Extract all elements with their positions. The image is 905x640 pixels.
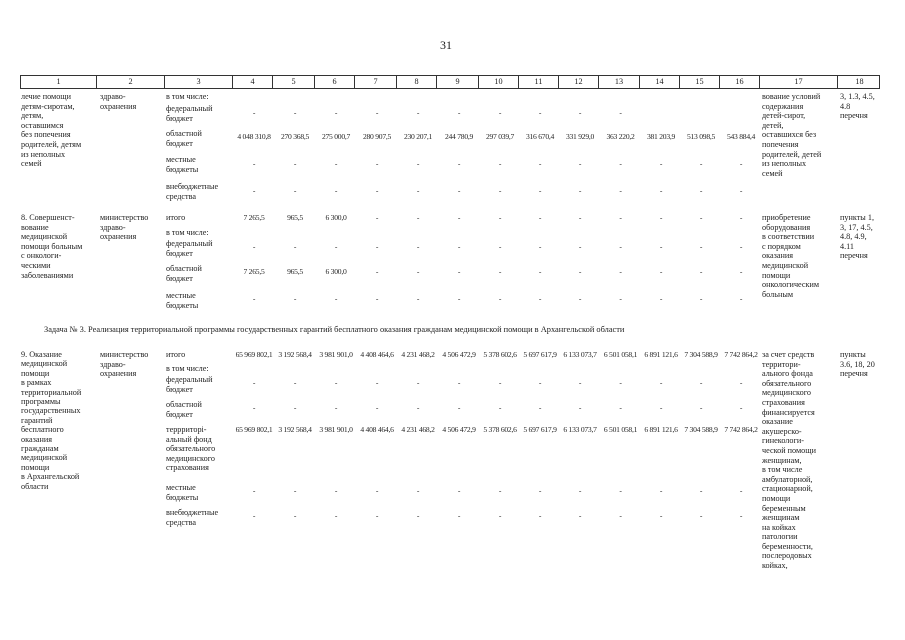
item8-source-4-val-5: - xyxy=(293,294,297,303)
item8-source-4-val-7: - xyxy=(375,294,379,303)
item9-source-4-val-9: 4 506 472,9 xyxy=(442,425,476,434)
item9-source-6-val-14: - xyxy=(659,511,663,520)
item8-source-4-val-12: - xyxy=(578,294,582,303)
item9-source-4-val-7: 4 408 464,6 xyxy=(360,425,394,434)
cont-source-3-val-14: - xyxy=(659,159,663,168)
cont-source-2-val-7: 280 907,5 xyxy=(362,132,392,141)
item9-source-6-val-16: - xyxy=(739,511,743,520)
item8-source-2-val-16: - xyxy=(739,242,743,251)
cont-source-2-val-8: 230 207,1 xyxy=(403,132,433,141)
item9-source-5: местные бюджеты xyxy=(166,483,199,502)
header-col-1: 1 xyxy=(21,76,97,88)
item8-source-2-val-5: - xyxy=(293,242,297,251)
item9-source-4-val-11: 5 697 617,9 xyxy=(523,425,557,434)
item8-source-4-val-14: - xyxy=(659,294,663,303)
item8-name: 8. Совершенст- вование медицинской помощи больным с онкологи- ческими заболеваниями xyxy=(21,213,83,280)
item8-source-0-val-10: - xyxy=(498,213,502,222)
item8-source-3: областной бюджет xyxy=(166,264,202,283)
item8-source-4-val-16: - xyxy=(739,294,743,303)
item9-source-3-val-6: - xyxy=(334,403,338,412)
item9-executor: министерство здраво- охранения xyxy=(100,350,149,379)
item8-source-2: федеральный бюджет xyxy=(166,239,213,258)
item9-source-4-val-8: 4 231 468,2 xyxy=(401,425,435,434)
cont-source-3-val-16: - xyxy=(739,159,743,168)
cont-source-1-val-4: - xyxy=(252,108,256,117)
item8-source-2-val-11: - xyxy=(538,242,542,251)
header-col-16: 16 xyxy=(720,76,760,88)
item8-source-3-val-14: - xyxy=(659,267,663,276)
item9-source-0-val-6: 3 981 901,0 xyxy=(319,350,353,359)
item8-source-4-val-11: - xyxy=(538,294,542,303)
cont-source-3-val-4: - xyxy=(252,159,256,168)
item8-source-0-val-11: - xyxy=(538,213,542,222)
header-col-2: 2 xyxy=(97,76,165,88)
item8-source-3-val-7: - xyxy=(375,267,379,276)
item8-source-4-val-13: - xyxy=(619,294,622,303)
item8-source-2-val-14: - xyxy=(659,242,663,251)
cont-source-2-val-12: 331 929,0 xyxy=(565,132,595,141)
cont-source-3-val-12: - xyxy=(578,159,582,168)
cont-source-4-val-16: - xyxy=(739,186,743,195)
item9-source-6-val-15: - xyxy=(699,511,703,520)
item8-source-3-val-10: - xyxy=(498,267,502,276)
item9-source-4-val-14: 6 891 121,6 xyxy=(644,425,678,434)
item9-source-2-val-7: - xyxy=(375,378,379,387)
item8-source-2-val-10: - xyxy=(498,242,502,251)
item9-source-2-val-4: - xyxy=(252,378,256,387)
item9-source-5-val-16: - xyxy=(739,486,743,495)
header-col-13: 13 xyxy=(599,76,640,88)
cont-source-2-val-15: 513 098,5 xyxy=(686,132,716,141)
cont-source-1: федеральный бюджет xyxy=(166,104,213,123)
item9-source-5-val-7: - xyxy=(375,486,379,495)
item9-source-5-val-12: - xyxy=(578,486,582,495)
item8-source-4-val-10: - xyxy=(498,294,502,303)
item8-source-0-val-16: - xyxy=(739,213,743,222)
item9-source-5-val-5: - xyxy=(293,486,297,495)
cont-source-3-val-6: - xyxy=(334,159,338,168)
item9-source-3-val-15: - xyxy=(699,403,703,412)
item8-source-3-val-9: - xyxy=(457,267,461,276)
item9-source-2-val-10: - xyxy=(498,378,502,387)
header-col-6: 6 xyxy=(315,76,355,88)
item8-source-0-val-6: 6 300,0 xyxy=(325,213,347,222)
item9-result: за счет средств территори- ального фонда обязательного медицинского страхования финансируется оказание акушерско- гинекологи- ческой помощи женщинам, в том числе амбулаторной, стационарной, помощи беременным женщинам на койках патологии беременности, послеродовых койках, xyxy=(762,350,816,571)
item9-source-0-val-15: 7 304 588,9 xyxy=(684,350,718,359)
cont-source-2: областной бюджет xyxy=(166,129,202,148)
item9-source-3-val-4: - xyxy=(252,403,256,412)
item9-source-6-val-13: - xyxy=(619,511,622,520)
item9-source-0-val-12: 6 133 073,7 xyxy=(563,350,597,359)
cont-source-3-val-8: - xyxy=(416,159,420,168)
item8-source-0-val-5: 965,5 xyxy=(287,213,303,222)
cont-source-1-val-13: - xyxy=(619,108,622,117)
item9-source-0-val-4: 65 969 802,1 xyxy=(235,350,273,359)
cont-source-0: в том числе: xyxy=(166,92,209,101)
cont-source-4-val-14: - xyxy=(659,186,663,195)
item9-source-3-val-13: - xyxy=(619,403,622,412)
item8-source-2-val-12: - xyxy=(578,242,582,251)
header-col-17: 17 xyxy=(760,76,838,88)
item8-source-2-val-6: - xyxy=(334,242,338,251)
item8-source-0-val-14: - xyxy=(659,213,663,222)
item9-source-0-val-16: 7 742 864,2 xyxy=(724,350,758,359)
cont-source-2-val-10: 297 039,7 xyxy=(485,132,515,141)
item9-source-4-val-6: 3 981 901,0 xyxy=(319,425,353,434)
item9-source-4-val-12: 6 133 073,7 xyxy=(563,425,597,434)
item8-source-3-val-5: 965,5 xyxy=(287,267,303,276)
item9-source-4-val-13: 6 501 058,1 xyxy=(603,425,638,434)
cont-source-4-val-6: - xyxy=(334,186,338,195)
cont-source-3-val-9: - xyxy=(457,159,461,168)
cont-source-1-val-12: - xyxy=(578,108,582,117)
item9-source-4-val-10: 5 378 602,6 xyxy=(483,425,517,434)
item8-source-4-val-6: - xyxy=(334,294,338,303)
cont-source-3-val-10: - xyxy=(498,159,502,168)
cont-source-3-val-11: - xyxy=(538,159,542,168)
item9-source-5-val-15: - xyxy=(699,486,703,495)
cont-source-3-val-5: - xyxy=(293,159,297,168)
item9-source-2-val-9: - xyxy=(457,378,461,387)
item9-source-3-val-10: - xyxy=(498,403,502,412)
item9-source-5-val-11: - xyxy=(538,486,542,495)
item9-source-6-val-5: - xyxy=(293,511,297,520)
item8-source-3-val-4: 7 265,5 xyxy=(243,267,265,276)
item9-source-2-val-13: - xyxy=(619,378,622,387)
header-col-10: 10 xyxy=(479,76,519,88)
item9-source-0-val-14: 6 891 121,6 xyxy=(644,350,678,359)
cont-source-4-val-7: - xyxy=(375,186,379,195)
cont-points: 3, 1.3, 4.5, 4.8 перечня xyxy=(840,92,875,121)
item9-source-2-val-5: - xyxy=(293,378,297,387)
item9-source-2-val-6: - xyxy=(334,378,338,387)
item9-source-2-val-12: - xyxy=(578,378,582,387)
item9-source-5-val-13: - xyxy=(619,486,622,495)
item8-source-3-val-12: - xyxy=(578,267,582,276)
header-col-18: 18 xyxy=(855,77,864,86)
item8-source-0-val-7: - xyxy=(375,213,379,222)
item9-source-5-val-10: - xyxy=(498,486,502,495)
page-number: 31 xyxy=(440,38,452,52)
item9-source-6-val-8: - xyxy=(416,511,420,520)
item9-source-6-val-10: - xyxy=(498,511,502,520)
header-col-4: 4 xyxy=(233,76,273,88)
item9-source-3-val-7: - xyxy=(375,403,379,412)
item9-source-0-val-8: 4 231 468,2 xyxy=(401,350,435,359)
cont-source-1-val-9: - xyxy=(457,108,461,117)
item8-source-2-val-4: - xyxy=(252,242,256,251)
item9-source-4: террриторi- альный фонд обязательного медицинского страхования xyxy=(166,425,216,473)
item9-source-5-val-14: - xyxy=(659,486,663,495)
item8-source-0-val-8: - xyxy=(416,213,420,222)
item9-source-6-val-12: - xyxy=(578,511,582,520)
item9-source-3-val-11: - xyxy=(538,403,542,412)
item8-source-2-val-7: - xyxy=(375,242,379,251)
cont-source-2-val-11: 316 670,4 xyxy=(525,132,555,141)
item9-source-6-val-9: - xyxy=(457,511,461,520)
item8-source-2-val-9: - xyxy=(457,242,461,251)
item9-source-3: областной бюджет xyxy=(166,400,202,419)
item8-source-4-val-8: - xyxy=(416,294,420,303)
item9-source-6-val-11: - xyxy=(538,511,542,520)
cont-source-2-val-4: 4 048 310,8 xyxy=(237,132,271,141)
cont-source-4-val-5: - xyxy=(293,186,297,195)
header-col-8: 8 xyxy=(397,76,437,88)
item8-result: приобретение оборудования в соответствии с порядком оказания медицинской помощи онкологическим больным xyxy=(762,213,820,299)
item8-source-2-val-15: - xyxy=(699,242,703,251)
cont-source-4-val-13: - xyxy=(619,186,622,195)
item9-source-0-val-10: 5 378 602,6 xyxy=(483,350,517,359)
cont-source-2-val-16: 543 884,4 xyxy=(726,132,756,141)
item8-source-4-val-4: - xyxy=(252,294,256,303)
cont-executor: здраво- охранения xyxy=(100,92,137,111)
item9-source-6-val-7: - xyxy=(375,511,379,520)
cont-source-3: местные бюджеты xyxy=(166,155,199,174)
item8-source-4-val-15: - xyxy=(699,294,703,303)
item8-source-0-val-4: 7 265,5 xyxy=(243,213,265,222)
cont-source-4-val-8: - xyxy=(416,186,420,195)
item9-name: 9. Оказание медицинской помощи в рамках территориальной программы государственных гарантий бесплатного оказания гражданам медицинской помощи в Архангельской области xyxy=(21,350,82,491)
header-col-15: 15 xyxy=(680,76,720,88)
table-header-row xyxy=(20,75,880,89)
item9-source-6-val-4: - xyxy=(252,511,256,520)
item9-source-3-val-5: - xyxy=(293,403,297,412)
item9-source-3-val-9: - xyxy=(457,403,461,412)
item9-source-3-val-14: - xyxy=(659,403,663,412)
item8-source-0-val-9: - xyxy=(457,213,461,222)
item9-source-4-val-5: 3 192 568,4 xyxy=(278,425,312,434)
item9-source-1: в том числе: xyxy=(166,364,209,373)
item8-source-3-val-16: - xyxy=(739,267,743,276)
item9-source-2-val-14: - xyxy=(659,378,663,387)
cont-source-1-val-11: - xyxy=(538,108,542,117)
header-col-11: 11 xyxy=(519,76,559,88)
item8-source-0-val-12: - xyxy=(578,213,582,222)
cont-source-4-val-4: - xyxy=(252,186,256,195)
item8-source-2-val-8: - xyxy=(416,242,420,251)
cont-source-4-val-15: - xyxy=(699,186,703,195)
item8-source-0-val-13: - xyxy=(619,213,622,222)
item9-source-5-val-4: - xyxy=(252,486,256,495)
cont-source-3-val-13: - xyxy=(619,159,622,168)
cont-source-4-val-12: - xyxy=(578,186,582,195)
item9-source-0-val-13: 6 501 058,1 xyxy=(603,350,638,359)
cont-source-1-val-7: - xyxy=(375,108,379,117)
item8-source-0-val-15: - xyxy=(699,213,703,222)
item8-source-4: местные бюджеты xyxy=(166,291,199,310)
item9-source-2-val-15: - xyxy=(699,378,703,387)
item8-source-4-val-9: - xyxy=(457,294,461,303)
item8-source-3-val-6: 6 300,0 xyxy=(325,267,347,276)
item8-source-1: в том числе: xyxy=(166,228,209,237)
header-col-7: 7 xyxy=(355,76,397,88)
item9-source-5-val-8: - xyxy=(416,486,420,495)
item9-source-3-val-16: - xyxy=(739,403,743,412)
item9-source-2-val-8: - xyxy=(416,378,420,387)
item9-source-0: итого xyxy=(166,350,186,359)
item8-source-3-val-15: - xyxy=(699,267,703,276)
cont-source-1-val-10: - xyxy=(498,108,502,117)
item8-executor: министерство здраво- охранения xyxy=(100,213,149,242)
item9-source-2-val-11: - xyxy=(538,378,542,387)
cont-source-1-val-5: - xyxy=(293,108,297,117)
item8-source-2-val-13: - xyxy=(619,242,622,251)
item9-source-6-val-6: - xyxy=(334,511,338,520)
item9-source-4-val-15: 7 304 588,9 xyxy=(684,425,718,434)
item8-points: пункты 1, 3, 17, 4.5, 4.8, 4.9, 4.11 перечня xyxy=(840,213,874,261)
item9-source-5-val-9: - xyxy=(457,486,461,495)
item9-source-4-val-16: 7 742 864,2 xyxy=(724,425,758,434)
cont-source-2-val-5: 270 368,5 xyxy=(280,132,310,141)
cont-source-3-val-7: - xyxy=(375,159,379,168)
task3-title: Задача № 3. Реализация территориальной программы государственных гарантий бесплатного оказания гражданам медицинской помощи в Архангельской области xyxy=(44,325,625,334)
header-col-5: 5 xyxy=(273,76,315,88)
item9-source-0-val-9: 4 506 472,9 xyxy=(442,350,476,359)
cont-source-3-val-15: - xyxy=(699,159,703,168)
cont-source-2-val-9: 244 780,9 xyxy=(444,132,474,141)
cont-result: вование условий содержания детей-сирот, детей, оставшихся без попечения родителей, детей из неполных семей xyxy=(762,92,822,178)
item9-source-0-val-5: 3 192 568,4 xyxy=(278,350,312,359)
cont-source-2-val-14: 381 203,9 xyxy=(646,132,676,141)
cont-source-4-val-10: - xyxy=(498,186,502,195)
item9-source-4-val-4: 65 969 802,1 xyxy=(235,425,273,434)
cont-name: лечие помощи детям-сиротам, детям, оставшимся без попечения родителей, детям из неполных семей xyxy=(21,92,82,169)
cont-source-4-val-11: - xyxy=(538,186,542,195)
item9-source-0-val-11: 5 697 617,9 xyxy=(523,350,557,359)
item8-source-0: итого xyxy=(166,213,186,222)
header-col-9: 9 xyxy=(437,76,479,88)
cont-source-1-val-8: - xyxy=(416,108,420,117)
item9-points: пункты 3.6, 18, 20 перечня xyxy=(840,350,875,379)
item9-source-3-val-12: - xyxy=(578,403,582,412)
cont-source-2-val-6: 275 000,7 xyxy=(321,132,351,141)
item8-source-3-val-8: - xyxy=(416,267,420,276)
header-col-12: 12 xyxy=(559,76,599,88)
item8-source-3-val-11: - xyxy=(538,267,542,276)
header-col-14: 14 xyxy=(640,76,680,88)
cont-source-4: внебюджетные средства xyxy=(166,182,219,201)
item9-source-2-val-16: - xyxy=(739,378,743,387)
cont-source-1-val-6: - xyxy=(334,108,338,117)
cont-source-4-val-9: - xyxy=(457,186,461,195)
item8-source-3-val-13: - xyxy=(619,267,622,276)
item9-source-6: внебюджетные средства xyxy=(166,508,219,527)
header-col-3: 3 xyxy=(165,76,233,88)
item9-source-2: федеральный бюджет xyxy=(166,375,213,394)
item9-source-0-val-7: 4 408 464,6 xyxy=(360,350,394,359)
cont-source-2-val-13: 363 220,2 xyxy=(606,132,635,141)
item9-source-5-val-6: - xyxy=(334,486,338,495)
item9-source-3-val-8: - xyxy=(416,403,420,412)
